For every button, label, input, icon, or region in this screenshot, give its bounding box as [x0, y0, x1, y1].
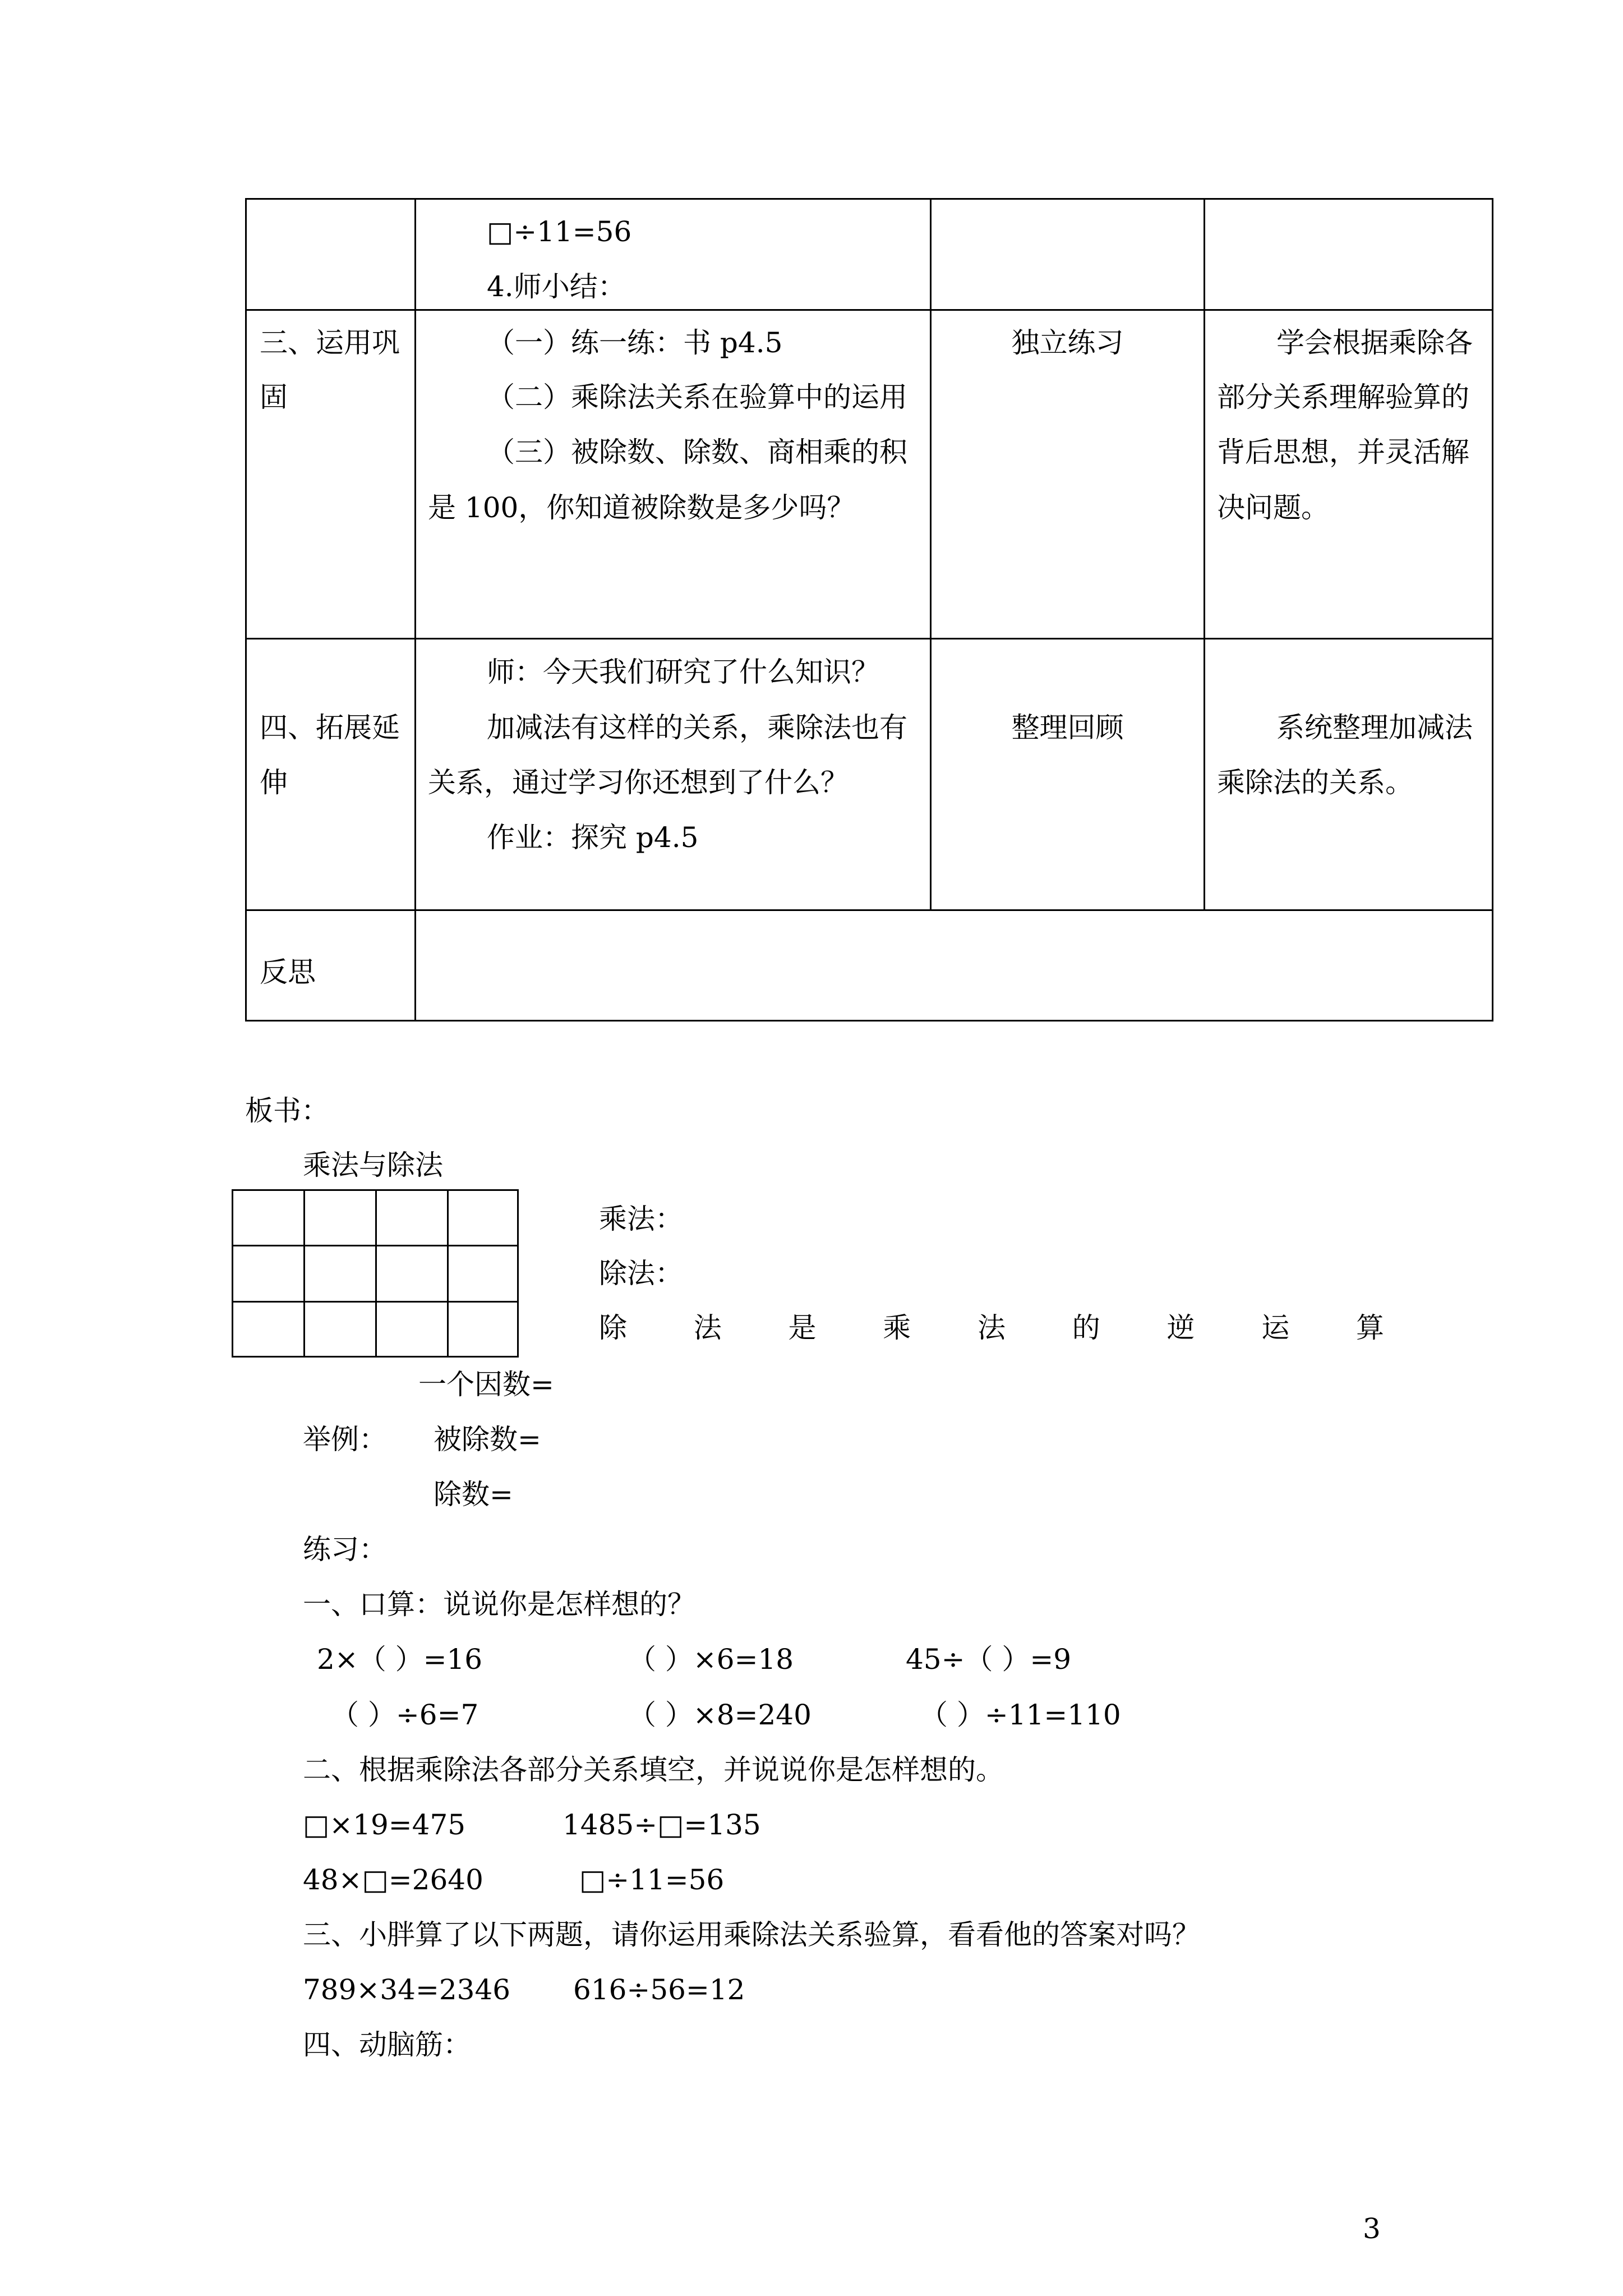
- cell-text: 加减法有这样的关系，乘除法也有: [487, 711, 907, 744]
- page-number: 3: [1363, 2212, 1381, 2245]
- stage-label: 固: [260, 381, 288, 413]
- stage-label: 反思: [260, 956, 316, 988]
- grid-line: [233, 1301, 517, 1303]
- table-col-divider: [414, 198, 416, 1022]
- cell-text: 作业：探究 p4.5: [487, 821, 699, 854]
- cell-text: □÷11=56: [487, 215, 632, 248]
- stage-label: 三、运用巩: [260, 326, 400, 359]
- table-border-left: [245, 198, 247, 1022]
- cell-text: 4.师小结：: [487, 270, 626, 303]
- factor-line: 一个因数=: [418, 1368, 554, 1401]
- inverse-char: 的: [1072, 1312, 1100, 1344]
- divisor-line: 除数=: [434, 1478, 513, 1511]
- fill-in-item: 48×□=2640: [303, 1864, 483, 1896]
- exercise-question-1: 一、口算：说说你是怎样想的？: [303, 1588, 695, 1621]
- table-border-right: [1492, 198, 1493, 1022]
- board-title: 乘法与除法: [303, 1149, 443, 1181]
- cell-text: （二）乘除法关系在验算中的运用: [487, 381, 907, 413]
- div-label: 除法：: [599, 1257, 683, 1290]
- cell-text: 师：今天我们研究了什么知识？: [487, 656, 879, 688]
- exercise-question-2: 二、根据乘除法各部分关系填空，并说说你是怎样想的。: [303, 1754, 1004, 1786]
- inverse-char: 逆: [1166, 1312, 1195, 1344]
- goal-text: 系统整理加减法: [1276, 711, 1473, 744]
- inverse-operation-line: [599, 1314, 1384, 1342]
- cell-text: （三）被除数、除数、商相乘的积: [487, 436, 907, 468]
- inverse-char: 法: [978, 1312, 1006, 1344]
- goal-text: 学会根据乘除各: [1276, 326, 1473, 359]
- goal-text: 决问题。: [1217, 491, 1329, 524]
- inverse-char: 法: [693, 1312, 722, 1344]
- table-col-divider: [930, 198, 932, 911]
- mental-math-item: 2×（ ）=16: [317, 1643, 483, 1676]
- table-border-top: [245, 198, 1493, 200]
- goal-text: 乘除法的关系。: [1217, 766, 1413, 799]
- activity-text: 独立练习: [1011, 326, 1124, 359]
- inverse-char: 是: [788, 1312, 817, 1344]
- verify-item: 616÷56=12: [573, 1973, 745, 2006]
- inverse-char: 乘: [883, 1312, 911, 1344]
- board-label: 板书：: [245, 1094, 329, 1127]
- mental-math-item: （ ）×8=240: [628, 1699, 811, 1731]
- grid-line: [375, 1191, 377, 1356]
- inverse-char: 算: [1356, 1312, 1384, 1344]
- mental-math-item: （ ）÷6=7: [331, 1699, 479, 1731]
- mental-math-item: 45÷（ ）=9: [906, 1643, 1072, 1676]
- cell-text: （一）练一练：书 p4.5: [487, 326, 783, 359]
- mental-math-item: （ ）÷11=110: [920, 1699, 1121, 1731]
- cell-text: 是 100，你知道被除数是多少吗？: [428, 491, 855, 524]
- stage-label: 伸: [260, 766, 288, 799]
- stage-label: 四、拓展延: [260, 711, 400, 744]
- inverse-char: 运: [1261, 1312, 1290, 1344]
- dividend-line: 被除数=: [434, 1423, 541, 1456]
- activity-text: 整理回顾: [1011, 711, 1124, 744]
- table-row-divider: [245, 909, 1493, 911]
- grid-line: [303, 1191, 305, 1356]
- grid-line: [233, 1245, 517, 1246]
- goal-text: 背后思想，并灵活解: [1217, 436, 1469, 468]
- mult-label: 乘法：: [599, 1203, 683, 1235]
- grid-line: [447, 1191, 449, 1356]
- exercise-label: 练习：: [303, 1533, 387, 1566]
- fill-in-item: □÷11=56: [579, 1864, 725, 1896]
- inverse-char: 除: [599, 1312, 627, 1344]
- table-col-divider: [1204, 198, 1205, 911]
- fill-in-item: 1485÷□=135: [562, 1809, 761, 1841]
- example-label: 举例：: [303, 1423, 387, 1456]
- fill-in-item: □×19=475: [303, 1809, 466, 1841]
- mental-math-item: （ ）×6=18: [628, 1643, 794, 1676]
- cell-text: 关系，通过学习你还想到了什么？: [428, 766, 849, 799]
- table-row-divider: [245, 309, 1493, 311]
- exercise-question-4: 四、动脑筋：: [303, 2028, 471, 2061]
- goal-text: 部分关系理解验算的: [1217, 381, 1469, 413]
- table-row-divider: [245, 638, 1493, 639]
- verify-item: 789×34=2346: [303, 1973, 511, 2006]
- exercise-question-3: 三、小胖算了以下两题，请你运用乘除法关系验算，看看他的答案对吗？: [303, 1918, 1200, 1951]
- board-grid: [232, 1189, 519, 1358]
- table-border-bottom: [245, 1020, 1493, 1022]
